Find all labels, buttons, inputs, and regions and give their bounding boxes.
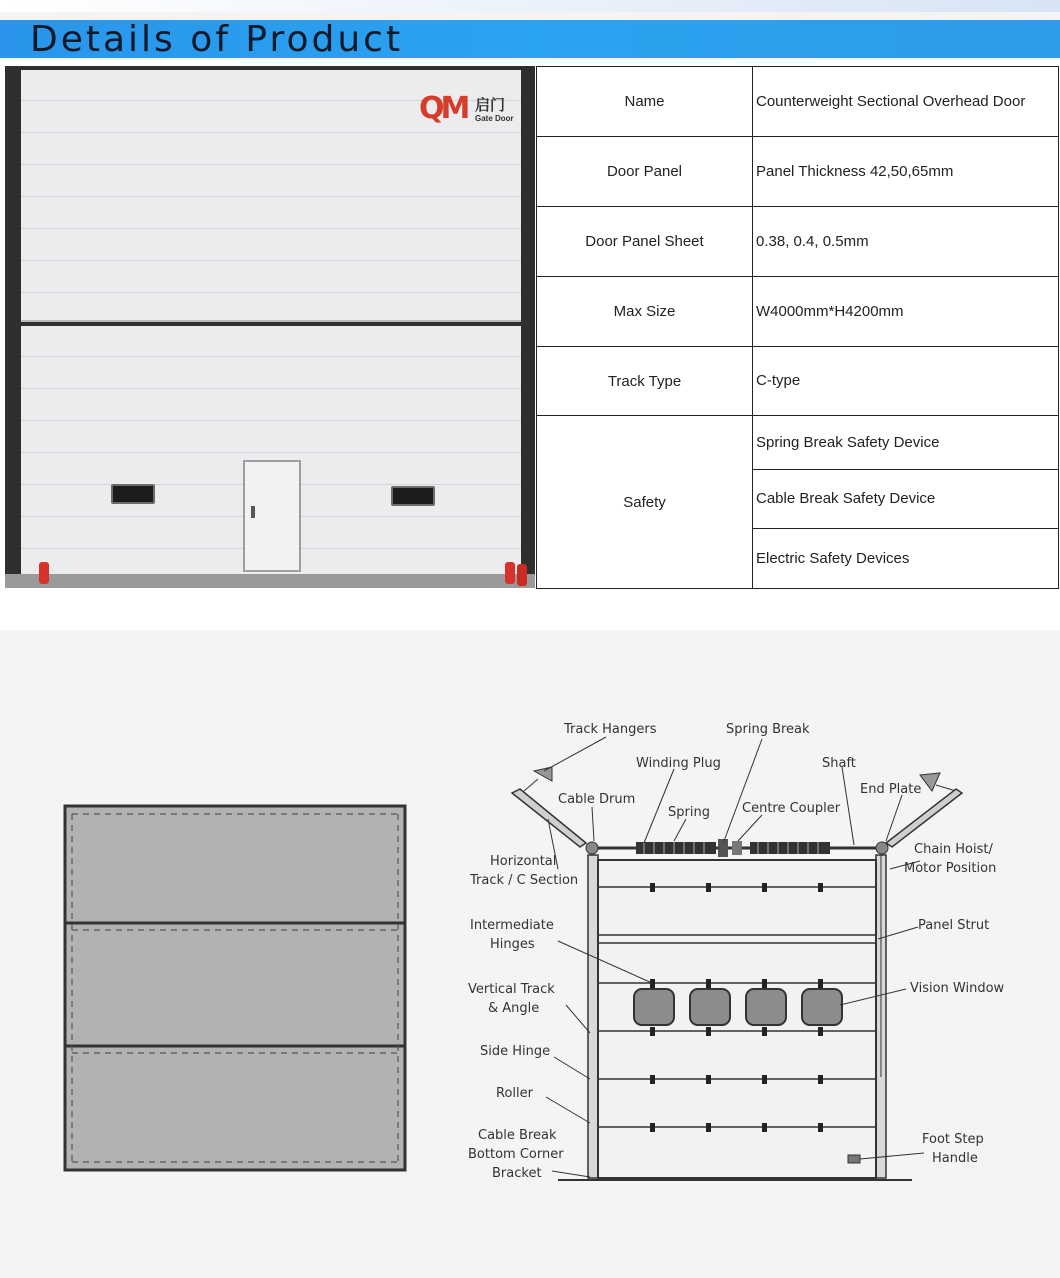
vertical-track-left xyxy=(588,855,598,1178)
spec-label-name: Name xyxy=(537,67,753,137)
panel-front-diagram xyxy=(62,800,410,1178)
label-intermediate-hinges-1: Intermediate xyxy=(470,918,554,933)
spec-label-max-size: Max Size xyxy=(537,277,753,347)
label-vertical-track-2: & Angle xyxy=(488,1001,540,1016)
label-track-hangers: Track Hangers xyxy=(564,722,657,737)
vision-window-3 xyxy=(746,989,786,1025)
spec-value-max-size: W4000mm*H4200mm xyxy=(753,277,1059,347)
label-vertical-track-1: Vertical Track xyxy=(468,982,555,997)
label-cable-break-3: Bracket xyxy=(492,1166,542,1181)
label-foot-step-1: Foot Step xyxy=(922,1132,984,1147)
page-title: Details of Product xyxy=(30,19,404,60)
fire-extinguisher-icon xyxy=(517,564,527,586)
spec-value-safety-1: Spring Break Safety Device xyxy=(753,416,1059,470)
label-side-hinge: Side Hinge xyxy=(480,1044,551,1059)
label-end-plate: End Plate xyxy=(860,782,922,797)
label-horizontal-track-1: Horizontal xyxy=(490,854,557,869)
label-winding-plug: Winding Plug xyxy=(636,756,721,771)
label-intermediate-hinges-2: Hinges xyxy=(490,937,535,952)
vision-window-4 xyxy=(802,989,842,1025)
label-roller: Roller xyxy=(496,1086,533,1101)
label-spring-break: Spring Break xyxy=(726,722,810,737)
pass-door xyxy=(243,460,301,572)
vision-window-1 xyxy=(634,989,674,1025)
label-cable-break-2: Bottom Corner xyxy=(468,1147,564,1162)
door-photo xyxy=(5,66,535,588)
logo-chinese: 启门 xyxy=(475,97,506,114)
top-strip xyxy=(0,0,1060,12)
spec-value-door-panel: Panel Thickness 42,50,65mm xyxy=(753,137,1059,207)
spec-value-safety-2: Cable Break Safety Device xyxy=(753,470,1059,529)
floor xyxy=(5,574,535,588)
spec-label-panel-sheet: Door Panel Sheet xyxy=(537,207,753,277)
label-shaft: Shaft xyxy=(822,756,856,771)
spec-label-door-panel: Door Panel xyxy=(537,137,753,207)
door-window-right xyxy=(391,486,435,506)
label-cable-drum: Cable Drum xyxy=(558,792,636,807)
label-panel-strut: Panel Strut xyxy=(918,918,990,933)
label-foot-step-2: Handle xyxy=(932,1151,978,1166)
spec-value-safety-3: Electric Safety Devices xyxy=(756,549,910,567)
spec-label-track-type: Track Type xyxy=(537,347,753,416)
spec-value-panel-sheet: 0.38, 0.4, 0.5mm xyxy=(753,207,1059,277)
fire-extinguisher-icon xyxy=(505,562,515,584)
track-hanger-left xyxy=(534,767,552,781)
label-spring: Spring xyxy=(668,805,710,820)
label-centre-coupler: Centre Coupler xyxy=(742,801,841,816)
label-cable-break-1: Cable Break xyxy=(478,1128,557,1143)
track-hanger-right xyxy=(920,773,940,791)
brand-logo xyxy=(419,92,519,128)
label-chain-hoist-2: Motor Position xyxy=(904,861,997,876)
spec-value-track-type: C-type xyxy=(753,347,1059,416)
label-horizontal-track-2: Track / C Section xyxy=(470,873,579,888)
spec-table xyxy=(536,66,1059,589)
fire-extinguisher-icon xyxy=(39,562,49,584)
label-chain-hoist-1: Chain Hoist/ xyxy=(914,842,993,857)
spec-label-safety: Safety xyxy=(537,416,753,588)
spec-value-name: Counterweight Sectional Overhead Door xyxy=(753,67,1059,137)
logo-english: Gate Door xyxy=(475,114,514,123)
door-components-diagram xyxy=(462,715,1022,1190)
door-window-left xyxy=(111,484,155,504)
vision-window-2 xyxy=(690,989,730,1025)
label-vision-window: Vision Window xyxy=(910,981,1005,996)
logo-mark: QM xyxy=(419,91,467,126)
pass-door-handle xyxy=(251,506,255,518)
